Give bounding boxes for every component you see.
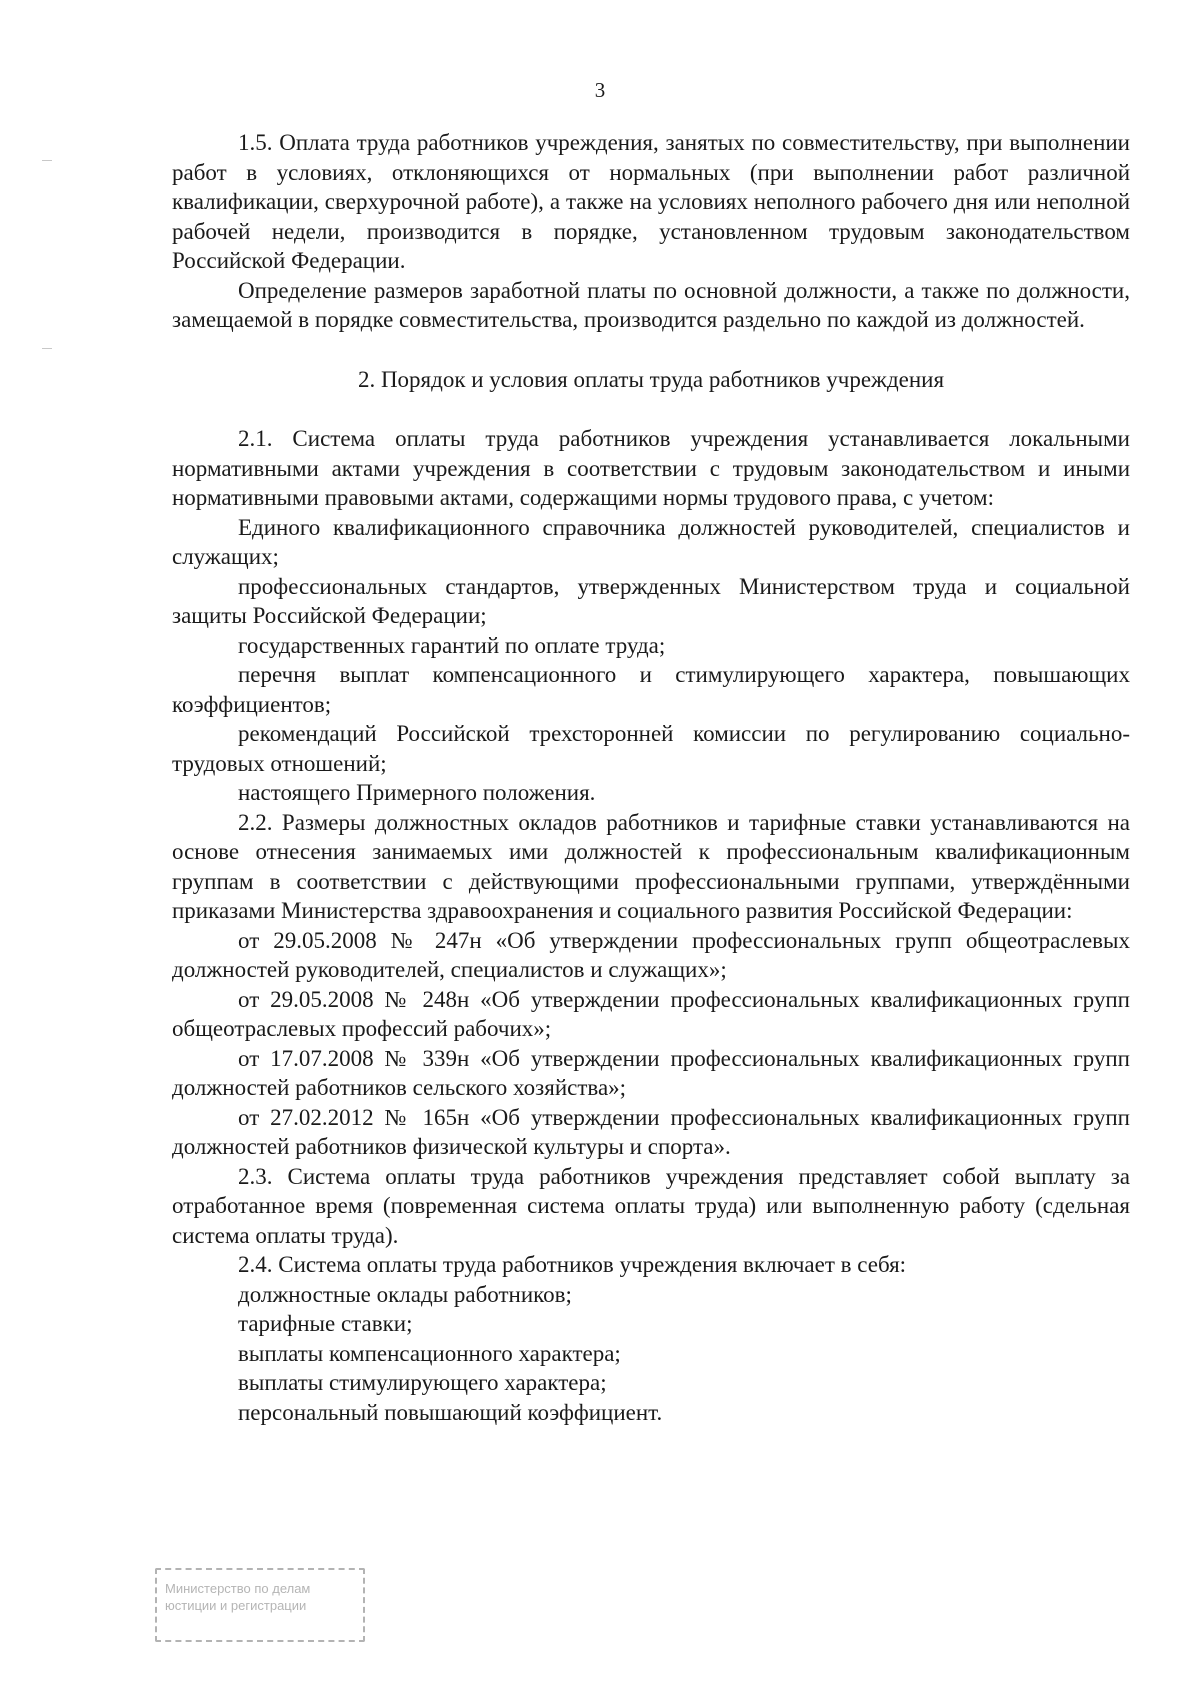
margin-mark (42, 160, 52, 161)
list-item: государственных гарантий по оплате труда; (238, 632, 666, 658)
list-item: персональный повышающий коэффициент. (238, 1399, 663, 1425)
paragraph-2-3: 2.3. Система оплаты труда работников учреждения представляет собой выплату за отработанное время (повременная система оплаты труда) или выполненную работу (сдельная система оплаты труда). (172, 1163, 1130, 1248)
list-item: рекомендаций Российской трехсторонней комиссии по регулированию социально-трудовых отношений; (172, 721, 1130, 776)
list-item: профессиональных стандартов, утвержденных Министерством труда и социальной защиты Российской Федерации; (172, 573, 1130, 628)
paragraph-salary-determination: Определение размеров заработной платы по основной должности, а также по должности, замещаемой в порядке совместительства, производится раздельно по каждой из должностей. (172, 277, 1130, 332)
list-item: настоящего Примерного положения. (238, 780, 596, 805)
paragraph-2-1: 2.1. Система оплаты труда работников учреждения устанавливается локальными нормативными актами учреждения в соответствии с трудовым законодательством и иными нормативными правовыми актами, содержащими нормы трудового права, с учетом: (172, 426, 1130, 510)
list-item: выплаты стимулирующего характера; (238, 1370, 607, 1395)
paragraph-2-4: 2.4. Система оплаты труда работников учреждения включает в себя: (238, 1252, 907, 1277)
order-item: от 27.02.2012 № 165н «Об утверждении профессиональных квалификационных групп должностей работников физической культуры и спорта». (172, 1104, 1130, 1159)
list-item: перечня выплат компенсационного и стимулирующего характера, повышающих коэффициентов; (172, 662, 1130, 717)
order-item: от 17.07.2008 № 339н «Об утверждении профессиональных квалификационных групп должностей работников сельского хозяйства»; (172, 1045, 1130, 1100)
paragraph-2-2: 2.2. Размеры должностных окладов работников и тарифные ставки устанавливаются на основе отнесения занимаемых ими должностей к профессиональным квалификационным группам в соответствии с действующими профессиональными группами, утверждёнными приказами Министерства здравоохранения и социального развития Российской Федерации: (172, 809, 1130, 923)
list-item: тарифные ставки; (238, 1311, 413, 1336)
list-item: должностные оклады работников; (238, 1281, 572, 1307)
order-item: от 29.05.2008 № 248н «Об утверждении профессиональных квалификационных групп общеотраслевых профессий рабочих»; (172, 986, 1130, 1041)
section-2-heading: 2. Порядок и условия оплаты труда работников учреждения (357, 366, 945, 392)
list-item: Единого квалификационного справочника должностей руководителей, специалистов и служащих; (172, 514, 1130, 569)
margin-mark (42, 348, 52, 349)
registration-stamp (155, 1568, 365, 1642)
list-item: выплаты компенсационного характера; (238, 1340, 621, 1366)
stamp-line: Министерство по делам (165, 1581, 311, 1596)
page-number: 3 (594, 78, 606, 102)
order-item: от 29.05.2008 № 247н «Об утверждении профессиональных групп общеотраслевых должностей руководителей, специалистов и служащих»; (172, 927, 1130, 982)
stamp-line: юстиции и регистрации (165, 1598, 307, 1613)
paragraph-1-5: 1.5. Оплата труда работников учреждения, занятых по совместительству, при выполнении работ в условиях, отклоняющихся от нормальных (при выполнении работ различной квалификации, сверхурочной работе), а также на условиях неполного рабочего дня или неполной рабочей недели, производится в порядке, установленном трудовым законодательством Российской Федерации. (172, 130, 1130, 273)
document-body (172, 128, 1130, 1427)
